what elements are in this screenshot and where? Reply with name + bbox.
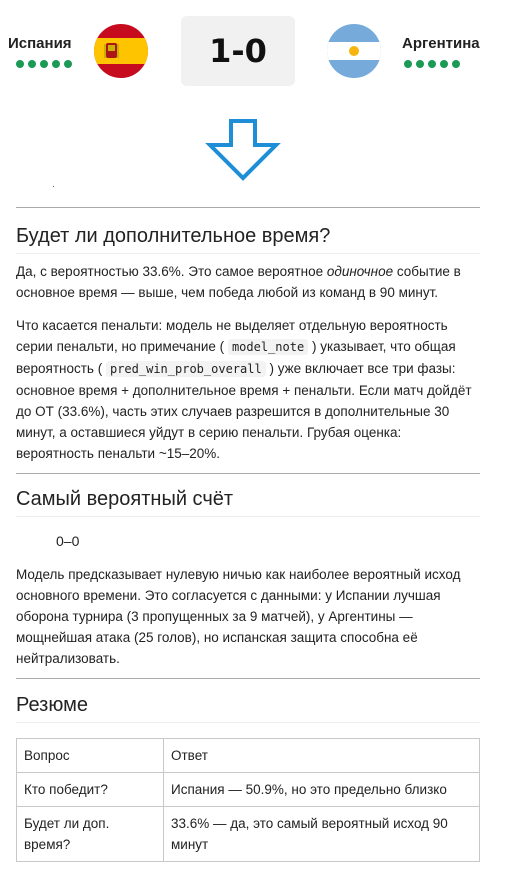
divider bbox=[16, 207, 480, 208]
scoreboard bbox=[0, 0, 510, 100]
divider bbox=[16, 678, 480, 679]
form-dot bbox=[16, 60, 24, 68]
argentina-flag-icon bbox=[327, 24, 381, 78]
home-team-name: Испания bbox=[8, 35, 72, 52]
table-header-cell: Вопрос bbox=[17, 739, 164, 773]
form-dot bbox=[404, 60, 412, 68]
text-run: событие в основное время — выше, чем победа любой из команд в 90 минут. bbox=[16, 264, 461, 300]
table-row bbox=[17, 773, 480, 807]
divider bbox=[16, 473, 480, 474]
extra-time-paragraph-2 bbox=[16, 315, 480, 464]
article bbox=[16, 180, 480, 862]
form-dot bbox=[440, 60, 448, 68]
form-dot bbox=[52, 60, 60, 68]
likely-score-paragraph: Модель предсказывает нулевую ничью как наиболее вероятный исход основного времени. Это согласуется с данными: у Испании лучшая оборона турнира (3 пропущенных за 9 матчей), у Аргентины — мощнейшая атака (25 голов), но испанская защита способна её нейтрализовать. bbox=[16, 567, 461, 666]
arrow-down-icon bbox=[205, 118, 281, 182]
code-model-note: model_note bbox=[228, 339, 308, 355]
text-run: Что касается пенальти: модель не выделяет отдельную вероятность серии пенальти, но примечание ( bbox=[16, 318, 448, 354]
form-dot bbox=[416, 60, 424, 68]
table-header-cell: Ответ bbox=[164, 739, 480, 773]
table-cell: Будет ли доп. время? bbox=[17, 807, 164, 862]
extra-time-heading: Будет ли дополнительное время? bbox=[16, 225, 331, 247]
table-header-row bbox=[17, 739, 480, 773]
form-dot bbox=[64, 60, 72, 68]
away-form-dots bbox=[404, 60, 460, 68]
text-run: ) указывает, что общая вероятность ( bbox=[16, 339, 456, 376]
heading-underline bbox=[16, 516, 480, 517]
spain-flag-icon bbox=[94, 24, 148, 78]
form-dot bbox=[452, 60, 460, 68]
form-dot bbox=[40, 60, 48, 68]
summary-heading: Резюме bbox=[16, 694, 88, 716]
form-dot bbox=[428, 60, 436, 68]
code-pred-win-prob: pred_win_prob_overall bbox=[106, 361, 266, 377]
home-form-dots bbox=[16, 60, 72, 68]
table-cell: 33.6% — да, это самый вероятный исход 90 минут bbox=[164, 807, 480, 862]
away-team-name: Аргентина bbox=[402, 35, 480, 52]
likely-score-value: 0–0 bbox=[56, 533, 80, 549]
text-run: ) уже включает все три фазы: основное время + дополнительное время + пенальти. Если матч дойдёт до ОТ (33.6%), часть этих случаев разрешится в дополнительные 30 минут, а оставшиеся уйдут в серию пенальти. Грубая оценка: вероятность пенальти ~15–20%. bbox=[16, 361, 472, 461]
table-cell: Испания — 50.9%, но это предельно близко bbox=[164, 773, 480, 807]
match-score: 1-0 bbox=[181, 16, 295, 86]
cutoff-fragment: . bbox=[52, 179, 55, 190]
form-dot bbox=[28, 60, 36, 68]
emphasis-text: одиночное bbox=[326, 264, 394, 279]
summary-table bbox=[16, 738, 480, 862]
extra-time-paragraph-1 bbox=[16, 261, 480, 303]
heading-underline bbox=[16, 253, 480, 254]
table-cell: Кто победит? bbox=[17, 773, 164, 807]
heading-underline bbox=[16, 722, 480, 723]
table-row bbox=[17, 807, 480, 862]
text-run: Да, с вероятностью 33.6%. Это самое вероятное bbox=[16, 264, 327, 279]
likely-score-heading: Самый вероятный счёт bbox=[16, 488, 234, 510]
